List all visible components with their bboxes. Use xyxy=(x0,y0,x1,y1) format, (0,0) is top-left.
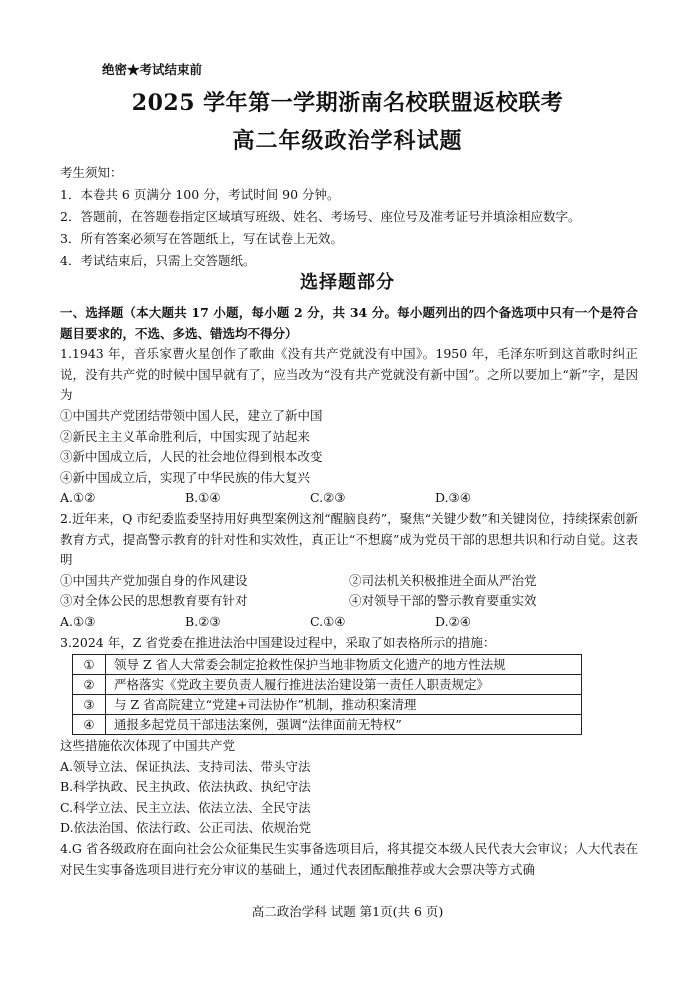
question-1-statement: ①中国共产党团结带领中国人民，建立了新中国 xyxy=(60,407,323,423)
page-footer: 高二政治学科 试题 第1页(共 6 页) xyxy=(251,904,444,919)
table-cell-text: 与 Z 省高院建立“党建+司法协作”机制，推动积案清理 xyxy=(106,695,582,715)
part-instruction: 一、选择题（本大题共 17 小题，每小题 2 分，共 34 分。每小题列出的四个备选项中只有一个是符合题目要求的，不选、多选、错选均不得分） xyxy=(60,305,638,341)
question-2-statement: ①中国共产党加强自身的作风建设 xyxy=(60,572,248,588)
option-b: B.①④ xyxy=(185,490,221,506)
questions-body xyxy=(60,303,638,880)
table-cell-number: ③ xyxy=(73,695,106,715)
table-cell-number: ② xyxy=(73,675,106,695)
option-c: C.②③ xyxy=(310,490,346,506)
question-2-statement: ③对全体公民的思想教育要有针对 xyxy=(60,593,248,609)
question-4-stem: 4.G 省各级政府在面向社会公众征集民生实事备选项目后，将其提交本级人民代表大会审议；人大代表在对民生实事备选项目进行充分审议的基础上，通过代表团酝酿推荐或大会票决等方式确 xyxy=(60,841,638,877)
table-cell-number: ① xyxy=(73,655,106,675)
table-row xyxy=(73,715,582,735)
exam-subtitle: 高二年级政治学科试题 xyxy=(232,128,463,154)
question-1-statement: ②新民主主义革命胜利后，中国实现了站起来 xyxy=(60,428,311,444)
question-1-statement: ④新中国成立后，实现了中华民族的伟大复兴 xyxy=(60,469,311,485)
measures-table xyxy=(72,654,582,735)
question-1-stem: 1.1943 年，音乐家曹火星创作了歌曲《没有共产党就没有中国》。1950 年，毛泽东听到这首歌时纠正说，没有共产党的时候中国早就有了，应当改为“没有共产党就没有新中国”。之所以要加上“新”字，是因为 xyxy=(60,346,638,403)
option-d: D.②④ xyxy=(435,613,471,629)
notice-item: 2．答题前，在答题卷指定区域填写班级、姓名、考场号、座位号及准考证号并填涂相应数字。 xyxy=(60,209,581,224)
question-3-stem: 3.2024 年，Z 省党委在推进法治中国建设过程中，采取了如表格所示的措施： xyxy=(60,634,496,650)
table-row xyxy=(73,695,582,715)
question-1-statement: ③新中国成立后，人民的社会地位得到根本改变 xyxy=(60,449,323,465)
question-3-option: A.领导立法、保证执法、支持司法、带头守法 xyxy=(60,758,311,774)
question-3-question: 这些措施依次体现了中国共产党 xyxy=(60,738,236,754)
notice-heading: 考生须知： xyxy=(60,165,123,180)
candidate-notice xyxy=(60,162,640,272)
option-a: A.①② xyxy=(60,490,96,506)
notice-item: 1．本卷共 6 页满分 100 分，考试时间 90 分钟。 xyxy=(60,187,340,202)
table-cell-text: 通报多起党员干部违法案例，强调“法律面前无特权” xyxy=(106,715,582,735)
question-2-statements-row xyxy=(60,591,638,612)
table-cell-text: 领导 Z 省人大常委会制定抢救性保护当地非物质文化遗产的地方性法规 xyxy=(106,655,582,675)
notice-item: 3．所有答案必须写在答题纸上，写在试卷上无效。 xyxy=(60,231,343,246)
confidential-label: 绝密★考试结束前 xyxy=(102,62,203,77)
question-3-option: C.科学立法、民主立法、依法立法、全民守法 xyxy=(60,799,311,815)
exam-title: 2025 学年第一学期浙南名校联盟返校联考 xyxy=(131,90,564,116)
question-2-statement: ④对领导干部的警示教育要重实效 xyxy=(349,593,537,609)
table-row xyxy=(73,675,582,695)
option-c: C.①④ xyxy=(310,613,346,629)
question-1-options xyxy=(60,488,638,509)
option-d: D.③④ xyxy=(435,490,471,506)
question-2-statement: ②司法机关积极推进全面从严治党 xyxy=(349,572,537,588)
question-2-statements-row xyxy=(60,571,638,592)
question-2-options xyxy=(60,612,638,633)
notice-item: 4．考试结束后，只需上交答题纸。 xyxy=(60,253,256,268)
option-b: B.②③ xyxy=(185,613,221,629)
table-cell-number: ④ xyxy=(73,715,106,735)
table-row xyxy=(73,655,582,675)
section-title: 选择题部分 xyxy=(300,272,395,293)
question-3-option: B.科学执政、民主执政、依法执政、执纪守法 xyxy=(60,779,311,795)
table-cell-text: 严格落实《党政主要负责人履行推进法治建设第一责任人职责规定》 xyxy=(106,675,582,695)
question-2-stem: 2.近年来，Q 市纪委监委坚持用好典型案例这剂“醒脑良药”，聚焦“关键少数”和关键岗位，持续探索创新教育方式，提高警示教育的针对性和实效性，真正让“不想腐”成为党员干部的思想共识和行动自觉。这表明 xyxy=(60,510,638,568)
question-3-option: D.依法治国、依法行政、公正司法、依规治党 xyxy=(60,820,312,836)
option-a: A.①③ xyxy=(60,613,96,629)
